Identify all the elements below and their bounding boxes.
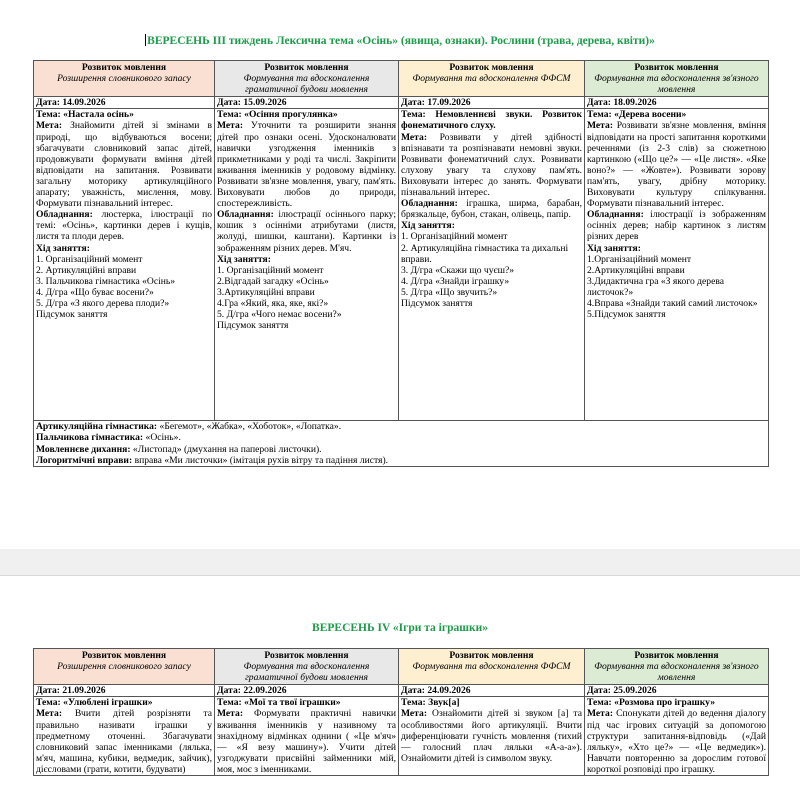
column-header: Розвиток мовлення Формування та вдосконалення зв'язного мовлення	[585, 649, 769, 685]
document-page-2	[0, 575, 800, 800]
column-header: Розвиток мовлення Формування та вдосконалення ФФСМ	[399, 61, 585, 97]
lesson-cell: Тема: Немовленнєві звуки. Розвиток фонематичного слуху. Мета: Розвивати у дітей здібності впізнавати та розпізнавати немовні звуки. Розвивати фонематичний слух. Розвивати слухову увагу та слухову пам'ять. Виховувати інтерес до занять. Формувати пізнавальний інтерес. Обладнання: іграшка, ширма, барабан, брязкальце, бубон, стакан, олівець, папір. Хід заняття: 1. Організаційний момент 2. Артикуляційна гімнастика та дихальні вправи. 3. Д/гра «Скажи що чуєш?» 4. Д/гра «Знайди іграшку» 5. Д/гра «Що звучить?» Підсумок заняття	[399, 109, 585, 421]
date-cell: Дата: 24.09.2026	[399, 685, 585, 697]
lesson-cell: Тема: «Осіння прогулянка» Мета: Уточнити та розширити знання дітей про ознаки осені. Удосконалювати навички узгодження іменників з прикметниками у роді та числі. Закріпити вживання іменників у родовому відмінку. Розвивати зв'язне мовлення, увагу, пам'ять. Виховувати любов до природи, спостережливість. Обладнання: ілюстрації осіннього парку; кошик з осінніми атрибутами (листя, жолуді, шишки, каштани). Картинки із зображенням різних дерев. М'яч. Хід заняття: 1. Організаційний момент 2.Відгадай загадку «Осінь» 3.Артикуляційні вправи 4.Гра «Який, яка, яке, які?» 5. Д/гра «Чого немає восени?» Підсумок заняття	[215, 109, 399, 421]
page-title: ВЕРЕСЕНЬ III тиждень Лексична тема «Осінь» (явища, ознаки). Рослини (трава, дерева, квіти)»	[147, 35, 655, 47]
date-cell: Дата: 18.09.2026	[585, 97, 769, 109]
date-cell: Дата: 21.09.2026	[34, 685, 215, 697]
lesson-cell: Тема: «Настала осінь» Мета: Знайомити дітей зі змінами в природі, що відбуваються восени; збагачувати словниковий запас дітей, продовжувати формувати вміння дітей відповідати на запитання. Розвивати загальну моторику артикуляційного апарату; уважність, мислення, мову. Формувати пізнавальний інтерес. Обладнання: люстерка, ілюстрації по темі: «Осінь», картинки дерев і кущів, листя та плоди дерев. Хід заняття: 1. Організаційний момент 2. Артикуляційні вправи 3. Пальчикова гімнастика «Осінь» 4. Д/гра «Що буває восени?» 5. Д/гра «З якого дерева плоди?» Підсумок заняття	[34, 109, 215, 421]
lesson-plan-table	[33, 648, 769, 776]
text-cursor	[145, 34, 146, 46]
lesson-cell: Тема: «Улюблені іграшки» Мета: Вчити дітей розрізняти та правильно називати іграшки у предметному оточенні. Збагачувати словниковий запас іменниками (лялька, м'яч, машина, кубики, ведмедик, зайчик), дієсловами (грати, котити, будувати)	[34, 697, 215, 776]
lesson-cell: Тема: «Розмова про іграшку» Мета: Спонукати дітей до ведення діалогу під час ігрових ситуацій за допомогою структури запитання-відповідь («Дай ляльку», «Хто це?» — «Це ведмедик»). Навчати повторенню за дорослим готової короткої розповіді про іграшку.	[585, 697, 769, 776]
date-cell: Дата: 15.09.2026	[215, 97, 399, 109]
column-header: Розвиток мовлення Формування та вдосконалення граматичної будови мовлення	[215, 61, 399, 97]
date-row	[34, 685, 769, 697]
lesson-plan-table	[33, 60, 769, 467]
date-cell: Дата: 22.09.2026	[215, 685, 399, 697]
lesson-row	[34, 697, 769, 776]
date-cell: Дата: 25.09.2026	[585, 685, 769, 697]
date-row	[34, 97, 769, 109]
footer-cell: Артикуляційна гімнастика: «Бегемот», «Жабка», «Хоботок», «Лопатка». Пальчикова гімнастика: «Осінь». Мовленнєве дихання: «Листопад» (дмухання на паперові листочки). Логоритмічні вправи: вправа «Ми листочки» (імітація рухів вітру та падіння листя).	[34, 421, 769, 466]
date-cell: Дата: 17.09.2026	[399, 97, 585, 109]
header-row	[34, 61, 769, 97]
lesson-row	[34, 109, 769, 421]
lesson-cell: Тема: Звук[а] Мета: Ознайомити дітей зі звуком [а] та особливостями його артикуляції. Вчити диференціювати гучність мовлення (тихий — голосний плач ляльки «А-а-а»). Ознайомити дітей із символом звуку.	[399, 697, 585, 776]
header-row	[34, 649, 769, 685]
column-header: Розвиток мовлення Формування та вдосконалення граматичної будови мовлення	[215, 649, 399, 685]
page-title: ВЕРЕСЕНЬ IV «Ігри та іграшки»	[312, 622, 488, 634]
column-header: Розвиток мовлення Розширення словникового запасу	[34, 61, 215, 97]
lesson-cell: Тема: «Мої та твої іграшки» Мета: Формувати практичні навички вживання іменників у називному та знахідному відмінках однини ( «Це м'яч» — «Я везу машину»). Учити дітей узгоджувати присвійні займенники мій, моя, моє з іменниками.	[215, 697, 399, 776]
column-header: Розвиток мовлення Розширення словникового запасу	[34, 649, 215, 685]
column-header: Розвиток мовлення Формування та вдосконалення зв'язного мовлення	[585, 61, 769, 97]
column-header: Розвиток мовлення Формування та вдосконалення ФФСМ	[399, 649, 585, 685]
date-cell: Дата: 14.09.2026	[34, 97, 215, 109]
footer-row	[34, 421, 769, 466]
page-border	[0, 575, 800, 576]
lesson-cell: Тема: «Дерева восени» Мета: Розвивати зв'язне мовлення, вміння відповідати на прості запитання короткими реченнями (із 2-3 слів) за сюжетною картинкою («Що це?» — «Це листя». «Яке воно?» — «Жовте»). Розвивати зорову пам'ять, увагу, дрібну моторику. Виховувати культуру спілкування. Формувати пізнавальний інтерес. Обладнання: ілюстрації із зображенням осінніх дерев; набір картинок з листям різних дерев Хід заняття: 1.Організаційний момент 2.Артикуляційні вправи 3.Дидактична гра «З якого дерева листочок?» 4.Вправа «Знайди такий самий листочок» 5.Підсумок заняття	[585, 109, 769, 421]
